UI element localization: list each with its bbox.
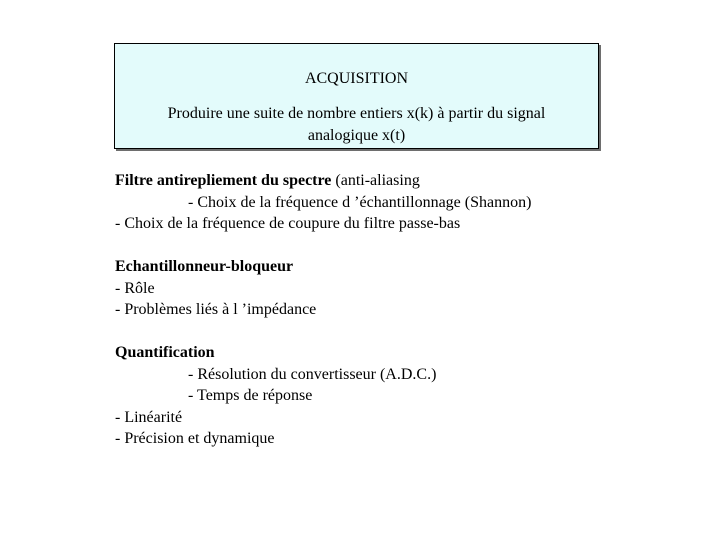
section-filtre-heading-line (115, 170, 531, 192)
list-item: - Rôle (115, 279, 155, 297)
list-item: - Linéarité (115, 408, 183, 426)
list-item: - Résolution du convertisseur (A.D.C.) (188, 365, 437, 383)
section-echantillonneur-heading: Echantillonneur-bloqueur (115, 258, 294, 275)
content-body (115, 170, 531, 450)
page-title: ACQUISITION (304, 70, 409, 87)
list-item: - Problèmes liés à l ’impédance (115, 301, 317, 318)
section-filtre-heading: Filtre antirepliement du spectre (115, 172, 332, 189)
section-filtre-heading-suffix: (anti-aliasing (331, 172, 420, 189)
list-item: - Choix de la fréquence de coupure du filtre passe-bas (115, 215, 461, 232)
section-quantification-heading: Quantification (115, 344, 215, 361)
list-item: - Précision et dynamique (115, 430, 275, 447)
list-item: - Choix de la fréquence d ’échantillonnage (Shannon) (188, 193, 532, 211)
title-box (114, 43, 599, 149)
list-item: - Temps de réponse (188, 387, 313, 404)
page-subtitle: Produire une suite de nombre entiers x(k) à partir du signal analogique x(t) (167, 105, 546, 144)
